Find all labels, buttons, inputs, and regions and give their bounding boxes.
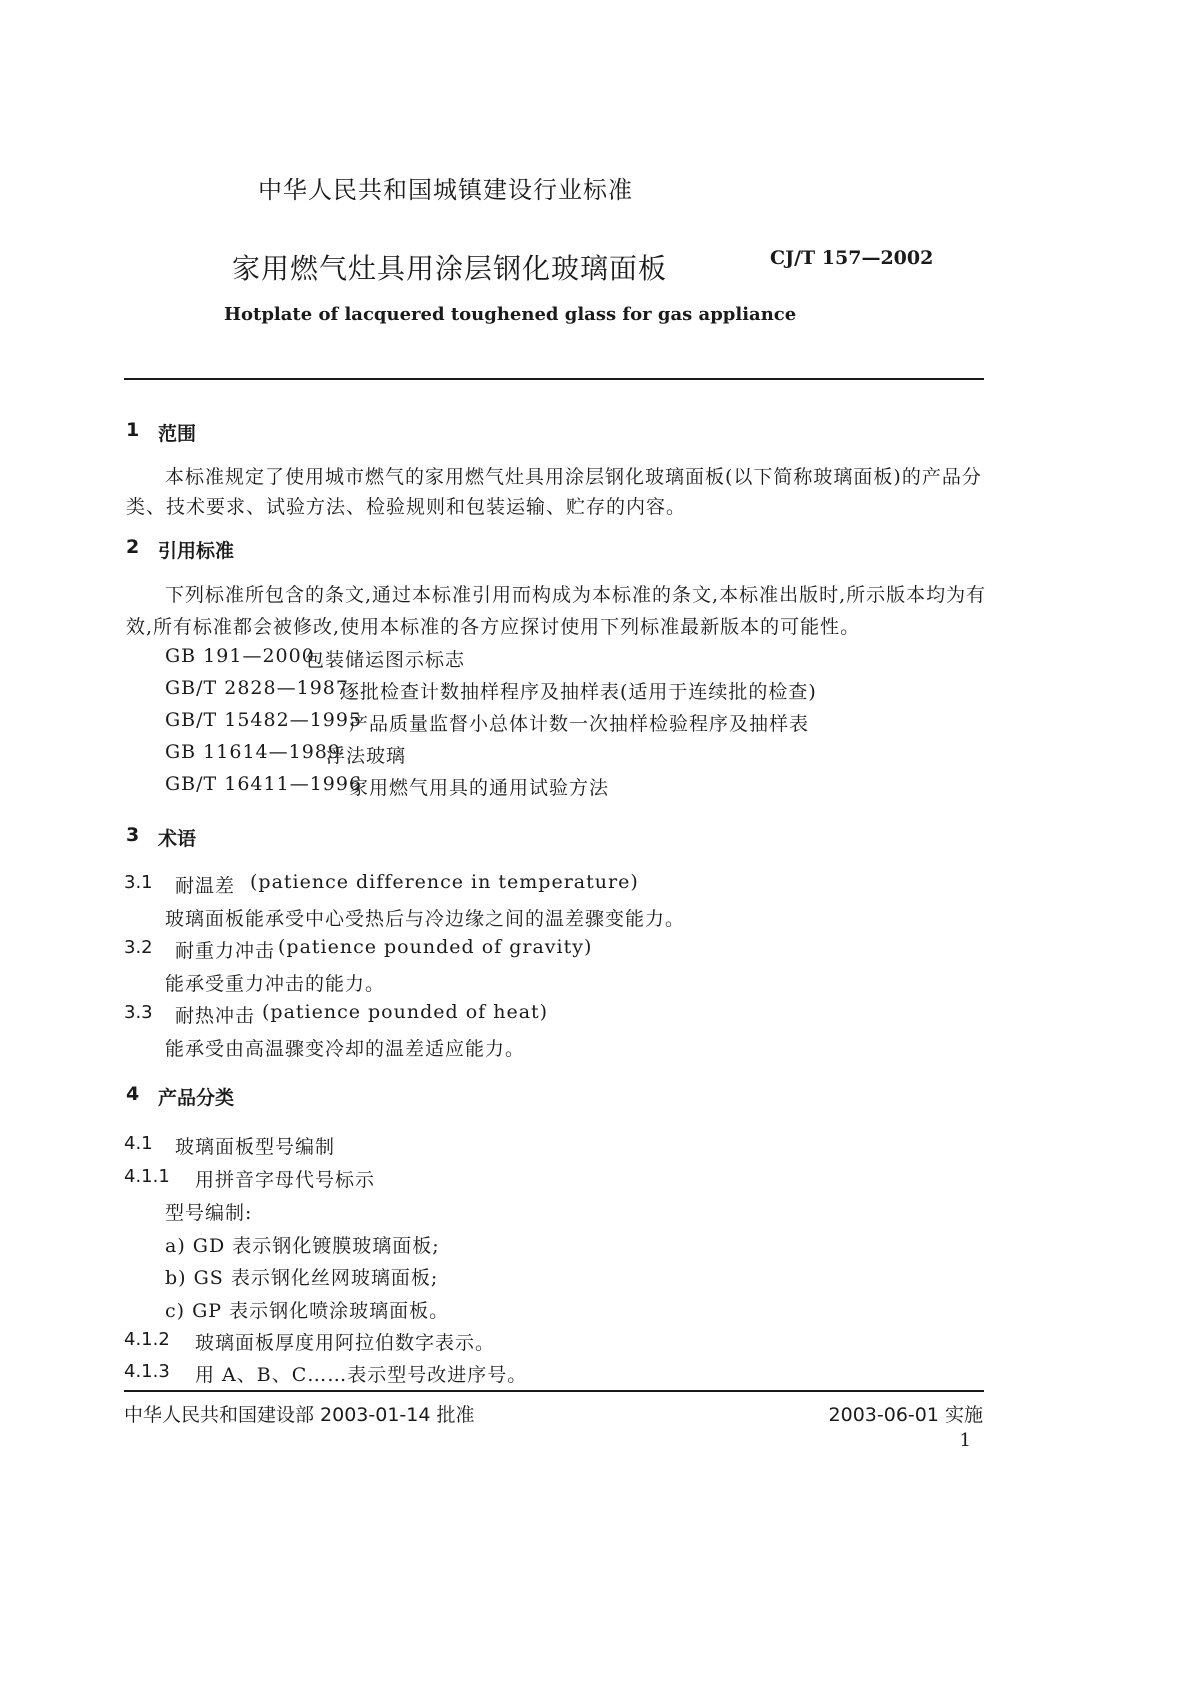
section-2-title: 引用标准 xyxy=(158,540,235,562)
section-4-title: 产品分类 xyxy=(158,1087,235,1109)
reference-code: GB 191—2000 xyxy=(165,645,315,667)
subsection-number: 4.1 xyxy=(124,1133,153,1154)
term-name: 耐热冲击 xyxy=(175,1005,256,1027)
reference-title: 包装储运图示标志 xyxy=(305,649,466,671)
subsection-title: 用 A、B、C……表示型号改进序号。 xyxy=(195,1364,528,1386)
subsection-number: 4.1.1 xyxy=(124,1166,170,1187)
reference-title: 逐批检查计数抽样程序及抽样表(适用于连续批的检查) xyxy=(340,681,817,703)
page-number: 1 xyxy=(959,1430,971,1451)
reference-code: GB 11614—1989 xyxy=(165,741,341,763)
reference-code: GB/T 15482—1995 xyxy=(165,709,363,731)
approval-note: 中华人民共和国建设部 2003-01-14 批准 xyxy=(124,1404,475,1426)
list-item: a) GD 表示钢化镀膜玻璃面板; xyxy=(165,1235,440,1257)
reference-code: GB/T 16411—1996 xyxy=(165,773,363,795)
section-2-paragraph-line-2: 效,所有标准都会被修改,使用本标准的各方应探讨使用下列标准最新版本的可能性。 xyxy=(126,616,861,638)
reference-title: 浮法玻璃 xyxy=(326,745,407,767)
model-label: 型号编制: xyxy=(165,1202,253,1224)
document-title-cn: 家用燃气灶具用涂层钢化玻璃面板 xyxy=(232,252,668,285)
section-2-paragraph-line-1: 下列标准所包含的条文,通过本标准引用而构成为本标准的条文,本标准出版时,所示版本均为有 xyxy=(165,584,987,606)
section-1-number: 1 xyxy=(126,419,140,441)
term-english: (patience difference in temperature) xyxy=(250,871,639,893)
section-2-number: 2 xyxy=(126,536,140,558)
term-definition: 能承受重力冲击的能力。 xyxy=(165,973,386,995)
term-definition: 玻璃面板能承受中心受热后与冷边缘之间的温差骤变能力。 xyxy=(165,908,686,930)
section-1-title: 范围 xyxy=(158,423,197,445)
agency-title: 中华人民共和国城镇建设行业标准 xyxy=(258,176,633,204)
term-number: 3.1 xyxy=(124,872,153,893)
section-3-number: 3 xyxy=(126,824,140,846)
term-name: 耐温差 xyxy=(175,875,236,897)
section-3-title: 术语 xyxy=(158,828,197,850)
subsection-number: 4.1.3 xyxy=(124,1361,170,1382)
reference-title: 家用燃气用具的通用试验方法 xyxy=(349,777,610,799)
reference-title: 产品质量监督小总体计数一次抽样检验程序及抽样表 xyxy=(349,713,810,735)
list-item: b) GS 表示钢化丝网玻璃面板; xyxy=(165,1267,439,1289)
subsection-number: 4.1.2 xyxy=(124,1329,170,1350)
list-item: c) GP 表示钢化喷涂玻璃面板。 xyxy=(165,1300,450,1322)
subsection-title: 玻璃面板型号编制 xyxy=(175,1136,336,1158)
term-number: 3.2 xyxy=(124,937,153,958)
term-name: 耐重力冲击 xyxy=(175,940,276,962)
section-1-paragraph-line-1: 本标准规定了使用城市燃气的家用燃气灶具用涂层钢化玻璃面板(以下简称玻璃面板)的产品分 xyxy=(165,466,982,488)
reference-code: GB/T 2828—1987 xyxy=(165,677,349,699)
header-rule xyxy=(124,378,984,380)
term-definition: 能承受由高温骤变冷却的温差适应能力。 xyxy=(165,1038,526,1060)
effective-date: 2003-06-01 实施 xyxy=(828,1404,983,1426)
subsection-title: 玻璃面板厚度用阿拉伯数字表示。 xyxy=(195,1332,496,1354)
subsection-title: 用拼音字母代号标示 xyxy=(195,1169,376,1191)
term-english: (patience pounded of heat) xyxy=(262,1001,549,1023)
term-english: (patience pounded of gravity) xyxy=(278,936,593,958)
document-title-en: Hotplate of lacquered toughened glass for gas appliance xyxy=(224,304,797,325)
footer-rule xyxy=(124,1390,984,1392)
term-number: 3.3 xyxy=(124,1002,153,1023)
section-1-paragraph-line-2: 类、技术要求、试验方法、检验规则和包装运输、贮存的内容。 xyxy=(126,496,687,518)
section-4-number: 4 xyxy=(126,1083,140,1105)
standard-code: CJ/T 157—2002 xyxy=(770,247,934,269)
